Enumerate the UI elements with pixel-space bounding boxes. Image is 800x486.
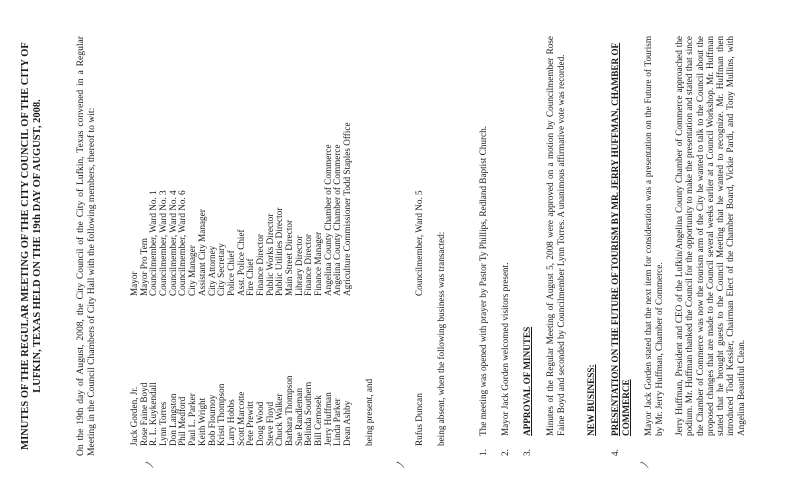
- member-name: Phil Medford: [177, 396, 188, 446]
- member-title: Angelina County Chamber of Commerce: [322, 144, 333, 296]
- member-name: Belinda Southern: [303, 381, 314, 446]
- member-name: Bob Flournoy: [206, 394, 217, 446]
- member-title: Councilmember, Ward No. 3: [158, 190, 169, 296]
- member-title: Councilmember, Ward No. 1: [148, 190, 159, 296]
- item-number: 2.: [500, 449, 510, 456]
- absent-title: Councilmember, Ward No. 5: [414, 190, 424, 296]
- being-present-text: being present, and: [364, 378, 374, 446]
- page-title: MINUTES OF THE REGULAR MEETING OF THE CITY COUNCIL OF THE CITY OF LUFKIN, TEXAS HELD ON THE 19th DAY OF AUGUST, 2008.: [20, 42, 43, 450]
- item-text: Mayor Jack Gorden welcomed visitors present.: [500, 262, 510, 436]
- member-name: Steve Floyd: [264, 401, 275, 446]
- member-title: Main Street Director: [284, 219, 294, 296]
- item4-paragraph-1: Mayor Jack Gorden stated that the next item for consideration was a presentation on the Future of Tourism by Mr. Jerry Huffman, Chamber of Commerce.: [643, 36, 664, 436]
- member-name: Rose Faine Boyd: [138, 382, 149, 446]
- member-name: Jerry Huffman: [322, 392, 333, 446]
- member-title: City Attorney: [206, 245, 217, 296]
- member-name: Don Langston: [167, 393, 178, 446]
- member-name: Jack Gorden, Jr.: [129, 386, 139, 446]
- member-title: Mayor: [129, 271, 139, 296]
- member-name: Kristi Thompson: [216, 383, 227, 446]
- member-title: Agriculture Commissioner Todd Staples Office: [342, 122, 353, 296]
- member-name: Sue Randleman: [293, 388, 304, 446]
- member-name: Scott Marcotte: [235, 391, 246, 446]
- member-name: Bill Cernosek: [313, 395, 324, 446]
- member-title: City Manager: [187, 245, 198, 296]
- member-title: Library Director: [293, 235, 304, 296]
- member-title: Police Chief: [225, 250, 236, 296]
- item4-paragraph-2: Jerry Huffman, President and CEO of the Lufkin/Angelina County Chamber of Commerce approached the podium. Mr. Huffman thanked the Council for the opportunity to make the presentation and stated that since the Chamber of Commerce was now the tourism arm of the City he wanted to talk to the Council about the proposed changes that are made to the Council several weeks earlier at a Council Workshop. Mr. Huffman stated that he brought guests to the Council Meeting that he wanted to recognize. Mr. Huffman then introduced Todd Kessler, Chairman Elect of the Chamber Board, Vickie Pardi, and Tony Mullins, with Angelina Beautiful Clean.: [674, 36, 746, 436]
- member-name: R. L. Kuykendall: [148, 382, 159, 446]
- member-name: Larry Hobbs: [225, 399, 236, 446]
- item-number: 3.: [522, 449, 532, 456]
- member-title: Finance Director: [303, 234, 314, 296]
- member-title: Finance Manager: [313, 231, 324, 296]
- member-name: Paul L. Parker: [187, 393, 198, 446]
- member-name: Dean Ashby: [342, 400, 353, 446]
- item-text: The meeting was opened with prayer by Pastor Ty Phillips, Redland Baptist Church.: [478, 126, 488, 436]
- member-title: Fire Chief: [245, 258, 256, 296]
- item-heading: APPROVAL OF MINUTES: [522, 326, 532, 436]
- attendance-roster: [130, 116, 353, 446]
- member-title: City Secretary: [216, 243, 227, 296]
- member-title: Mayor Pro Tem: [138, 238, 149, 296]
- member-name: Linda Parker: [332, 398, 343, 446]
- member-title: Councilmember, Ward No. 6: [177, 190, 188, 296]
- member-name: Doug Wood: [254, 401, 265, 446]
- signature-mark: ノ: [144, 459, 156, 470]
- signature-mark: ノ: [639, 459, 651, 470]
- member-title: Councilmember, Ward No. 4: [167, 190, 178, 296]
- minutes-approval-text: Minutes of the Regular Meeting of August 5, 2008 were approved on a motion by Councilmember Rose Faine Boyd and seconded by Councilmember Lynn Torres. A unanimous affirmative vote was recorded.: [545, 36, 566, 436]
- member-title: Assistant City Manager: [196, 209, 207, 296]
- item-number: 4.: [610, 449, 620, 456]
- absent-note: being absent, when the following business was transacted:: [436, 231, 446, 446]
- member-title: Finance Director: [254, 234, 265, 296]
- absent-member: [414, 116, 425, 446]
- absent-name: Rufus Duncan: [414, 393, 424, 446]
- member-title: Angelina County Chamber of Commerce: [332, 144, 343, 296]
- member-title: Public Works Director: [264, 213, 275, 296]
- signature-mark: ノ: [395, 459, 407, 470]
- roster-row: [343, 116, 353, 446]
- item-number: 1.: [478, 449, 488, 456]
- member-name: Chuck Walker: [274, 393, 285, 446]
- member-name: Barbara Thompson: [284, 375, 294, 446]
- member-name: Keith Wright: [196, 397, 207, 446]
- member-title: Public Utilities Director: [274, 207, 285, 296]
- new-business-heading: NEW BUSINESS:: [586, 364, 596, 436]
- member-name: Pete Prewitt: [245, 401, 256, 446]
- item-heading: PRESENTATION ON THE FUTURE OF TOURISM BY MR. JERRY HUFFMAN, CHAMBER OF COMMERCE: [610, 42, 631, 436]
- member-name: Lynn Torres: [158, 401, 169, 446]
- intro-paragraph: On the 19th day of August, 2008, the City Council of the City of Lufkin, Texas convened in a Regular Meeting in the Council Chambers of City Hall with the following members, thereof to wit:: [75, 36, 97, 456]
- member-title: Asst. Police Chief: [235, 229, 246, 296]
